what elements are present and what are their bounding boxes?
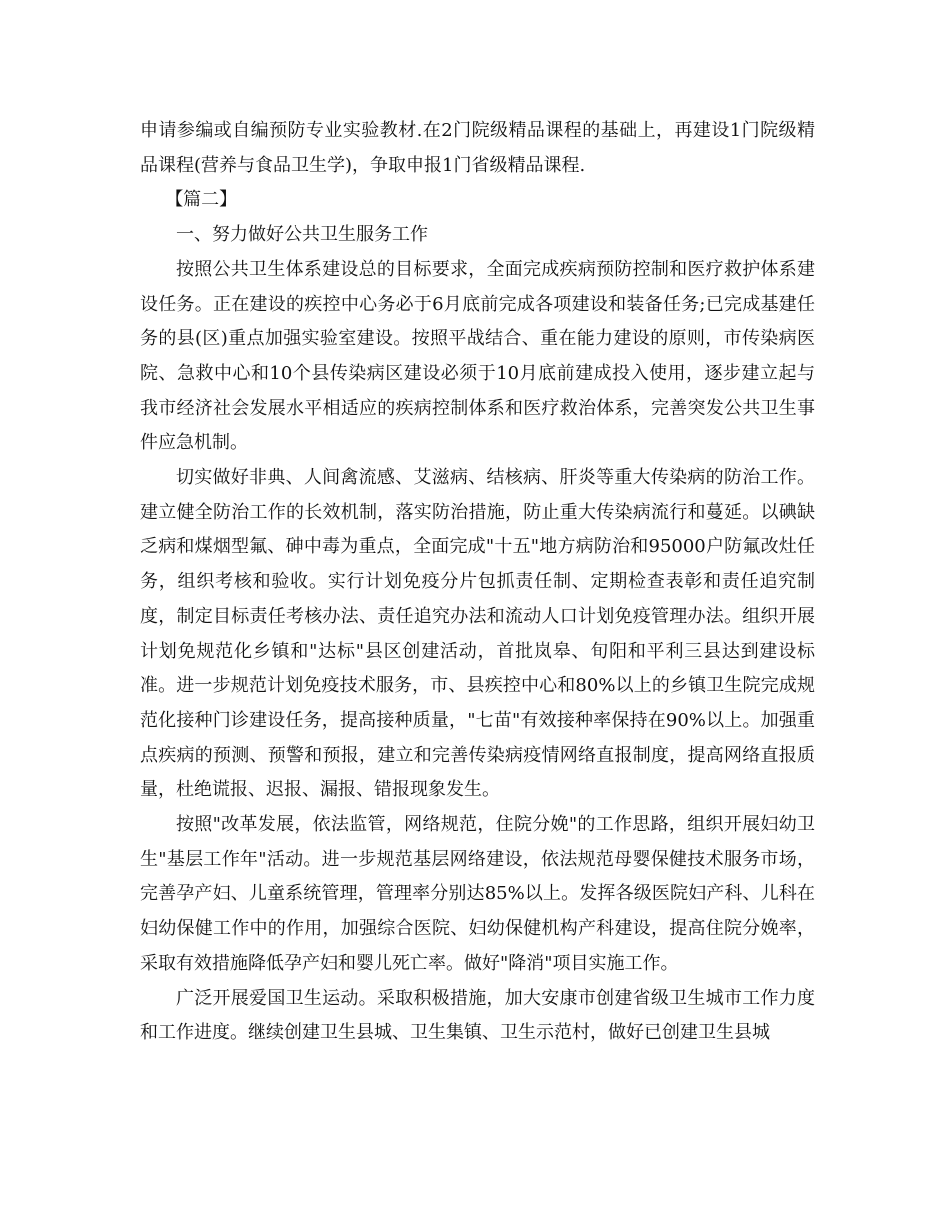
paragraph-patriotic-health: 广泛开展爱国卫生运动。采取积极措施，加大安康市创建省级卫生城市工作力度和工作进度。继续创建卫生县城、卫生集镇、卫生示范村，做好已创建卫生县城: [140, 987, 815, 1044]
paragraph-public-health-system: 按照公共卫生体系建设总的目标要求，全面完成疾病预防控制和医疗救护体系建设任务。正在建设的疾控中心务必于6月底前完成各项建设和装备任务;已完成基建任务的县(区)重点加强实验室建设。按照平战结合、重在能力建设的原则，市传染病医院、急救中心和10个县传染病区建设必须于10月底前建成投入使用，逐步建立起与我市经济社会发展水平相适应的疾病控制体系和医疗救治体系，完善突发公共卫生事件应急机制。: [140, 258, 815, 454]
paragraph-infectious-disease: 切实做好非典、人间禽流感、艾滋病、结核病、肝炎等重大传染病的防治工作。建立健全防治工作的长效机制，落实防治措施，防止重大传染病流行和蔓延。以碘缺乏病和煤烟型氟、砷中毒为重点，全面完成"十五"地方病防治和95000户防氟改灶任务，组织考核和验收。实行计划免疫分片包抓责任制、定期检查表彰和责任追究制度，制定目标责任考核办法、责任追究办法和流动人口计划免疫管理办法。组织开展计划免规范化乡镇和"达标"县区创建活动，首批岚皋、旬阳和平利三县达到建设标准。进一步规范计划免疫技术服务，市、县疾控中心和80%以上的乡镇卫生院完成规范化接种门诊建设任务，提高接种质量，"七苗"有效接种率保持在90%以上。加强重点疾病的预测、预警和预报，建立和完善传染病疫情网络直报制度，提高网络直报质量，杜绝谎报、迟报、漏报、错报现象发生。: [140, 467, 815, 801]
document-body: [140, 114, 815, 1051]
paragraph-continuation: 申请参编或自编预防专业实验教材.在2门院级精品课程的基础上，再建设1门院级精品课程(营养与食品卫生学)，争取申报1门省级精品课程.: [140, 120, 815, 176]
section-marker: 【篇二】: [165, 189, 238, 211]
paragraph-maternal-child-health: 按照"改革发展，依法监管，网络规范，住院分娩"的工作思路，组织开展妇幼卫生"基层工作年"活动。进一步规范基层网络建设，依法规范母婴保健技术服务市场，完善孕产妇、儿童系统管理，管理率分别达85%以上。发挥各级医院妇产科、儿科在妇幼保健工作中的作用，加强综合医院、妇幼保健机构产科建设，提高住院分娩率，采取有效措施降低孕产妇和婴儿死亡率。做好"降消"项目实施工作。: [140, 814, 815, 974]
section-heading: 一、努力做好公共卫生服务工作: [176, 224, 428, 246]
